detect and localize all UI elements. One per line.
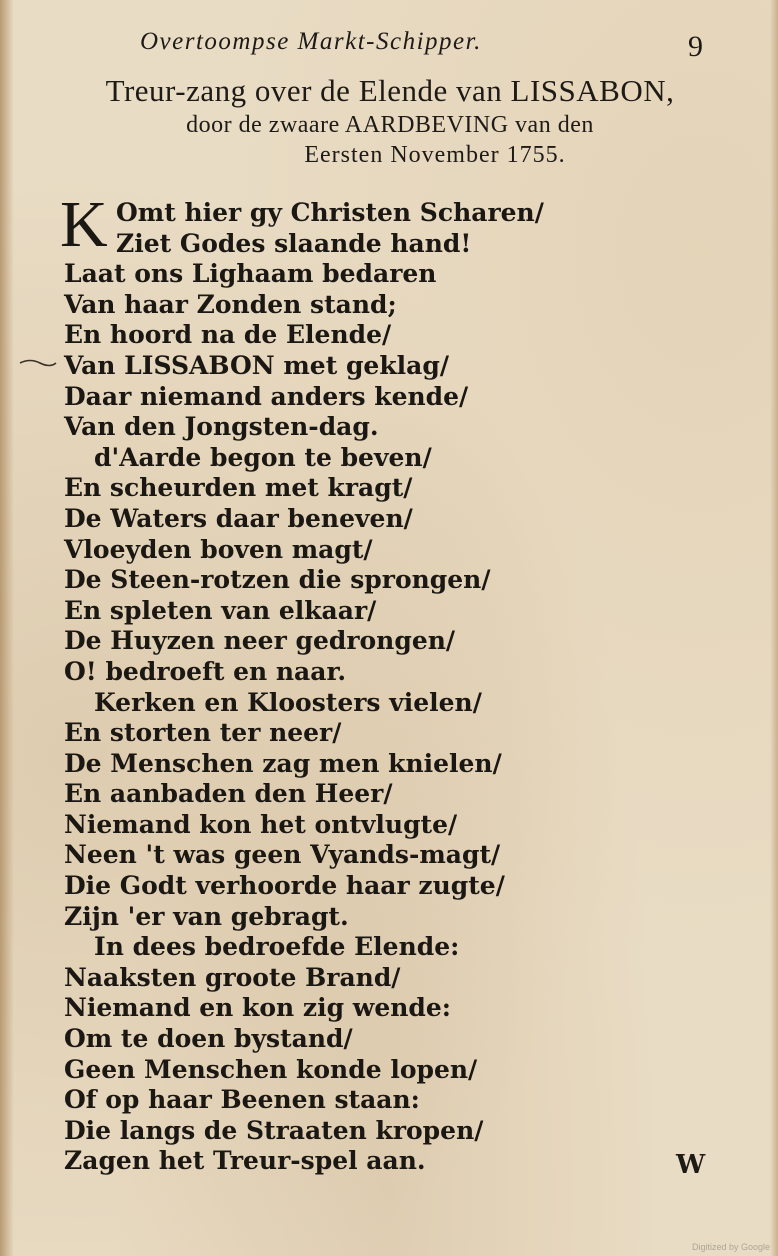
margin-pointer-mark	[18, 356, 58, 370]
poem-line: Om te doen bystand/	[64, 1024, 353, 1054]
catchword: W	[676, 1150, 706, 1180]
poem-line: Ziet Godes slaande hand!	[116, 228, 472, 258]
poem-line: De Steen-rotzen die sprongen/	[64, 565, 491, 595]
poem-line: De Waters daar beneven/	[64, 503, 413, 533]
page-number: 9	[688, 30, 703, 63]
poem-title	[40, 72, 740, 170]
poem-line: Naaksten groote Brand/	[64, 962, 401, 992]
poem-line: O! bedroeft en naar.	[64, 656, 347, 686]
page-gutter-shadow	[0, 0, 14, 1256]
poem-line: Van LISSABON met geklag/	[64, 350, 449, 380]
poem-line: Van haar Zonden stand;	[64, 289, 397, 319]
poem-line: Die Godt verhoorde haar zugte/	[64, 871, 505, 901]
poem-line: Of op haar Beenen staan:	[64, 1085, 420, 1115]
poem-line: Van den Jongsten-dag.	[64, 412, 379, 442]
poem-line: En hoord na de Elende/	[64, 320, 392, 350]
poem-line: En spleten van elkaar/	[64, 595, 377, 625]
poem-body	[60, 188, 704, 1177]
poem-line: Laat ons Lighaam bedaren	[64, 259, 437, 289]
poem-line: De Menschen zag men knielen/	[64, 748, 502, 778]
poem-line: Daar niemand anders kende/	[64, 381, 469, 411]
poem-line: Neen 't was geen Vyands-magt/	[64, 840, 501, 870]
poem-line: Die langs de Straaten kropen/	[64, 1115, 484, 1145]
digitization-watermark: Digitized by Google	[691, 1242, 770, 1252]
poem-line: Niemand kon het ontvlugte/	[64, 809, 458, 839]
poem-line: Kerken en Kloosters vielen/	[94, 687, 482, 717]
poem-line: En storten ter neer/	[64, 718, 342, 748]
poem-line: Niemand en kon zig wende:	[64, 993, 452, 1023]
title-line-3: Eersten November 1755.	[304, 142, 566, 168]
poem-line: Zagen het Treur-spel aan.	[64, 1146, 426, 1176]
poem-line: In dees bedroefde Elende:	[94, 932, 460, 962]
poem-line: Geen Menschen konde lopen/	[64, 1054, 478, 1084]
page-header	[140, 28, 740, 68]
page-edge-shadow	[770, 0, 778, 1256]
poem-line: Vloeyden boven magt/	[64, 534, 373, 564]
poem-line: De Huyzen neer gedrongen/	[64, 626, 456, 656]
poem-line: Zijn 'er van gebragt.	[64, 901, 349, 931]
poem-line: d'Aarde begon te beven/	[94, 442, 432, 472]
poem-line: En scheurden met kragt/	[64, 473, 413, 503]
poem-line: En aanbaden den Heer/	[64, 779, 393, 809]
title-line-2: door de zwaare AARDBEVING van den	[186, 112, 594, 138]
poem-line: Omt hier gy Christen Scharen/	[116, 198, 544, 227]
title-line-1: Treur-zang over de Elende van LISSABON,	[105, 73, 675, 108]
running-head: Overtoompse Markt-Schipper.	[140, 28, 482, 55]
drop-cap: K	[60, 188, 108, 261]
